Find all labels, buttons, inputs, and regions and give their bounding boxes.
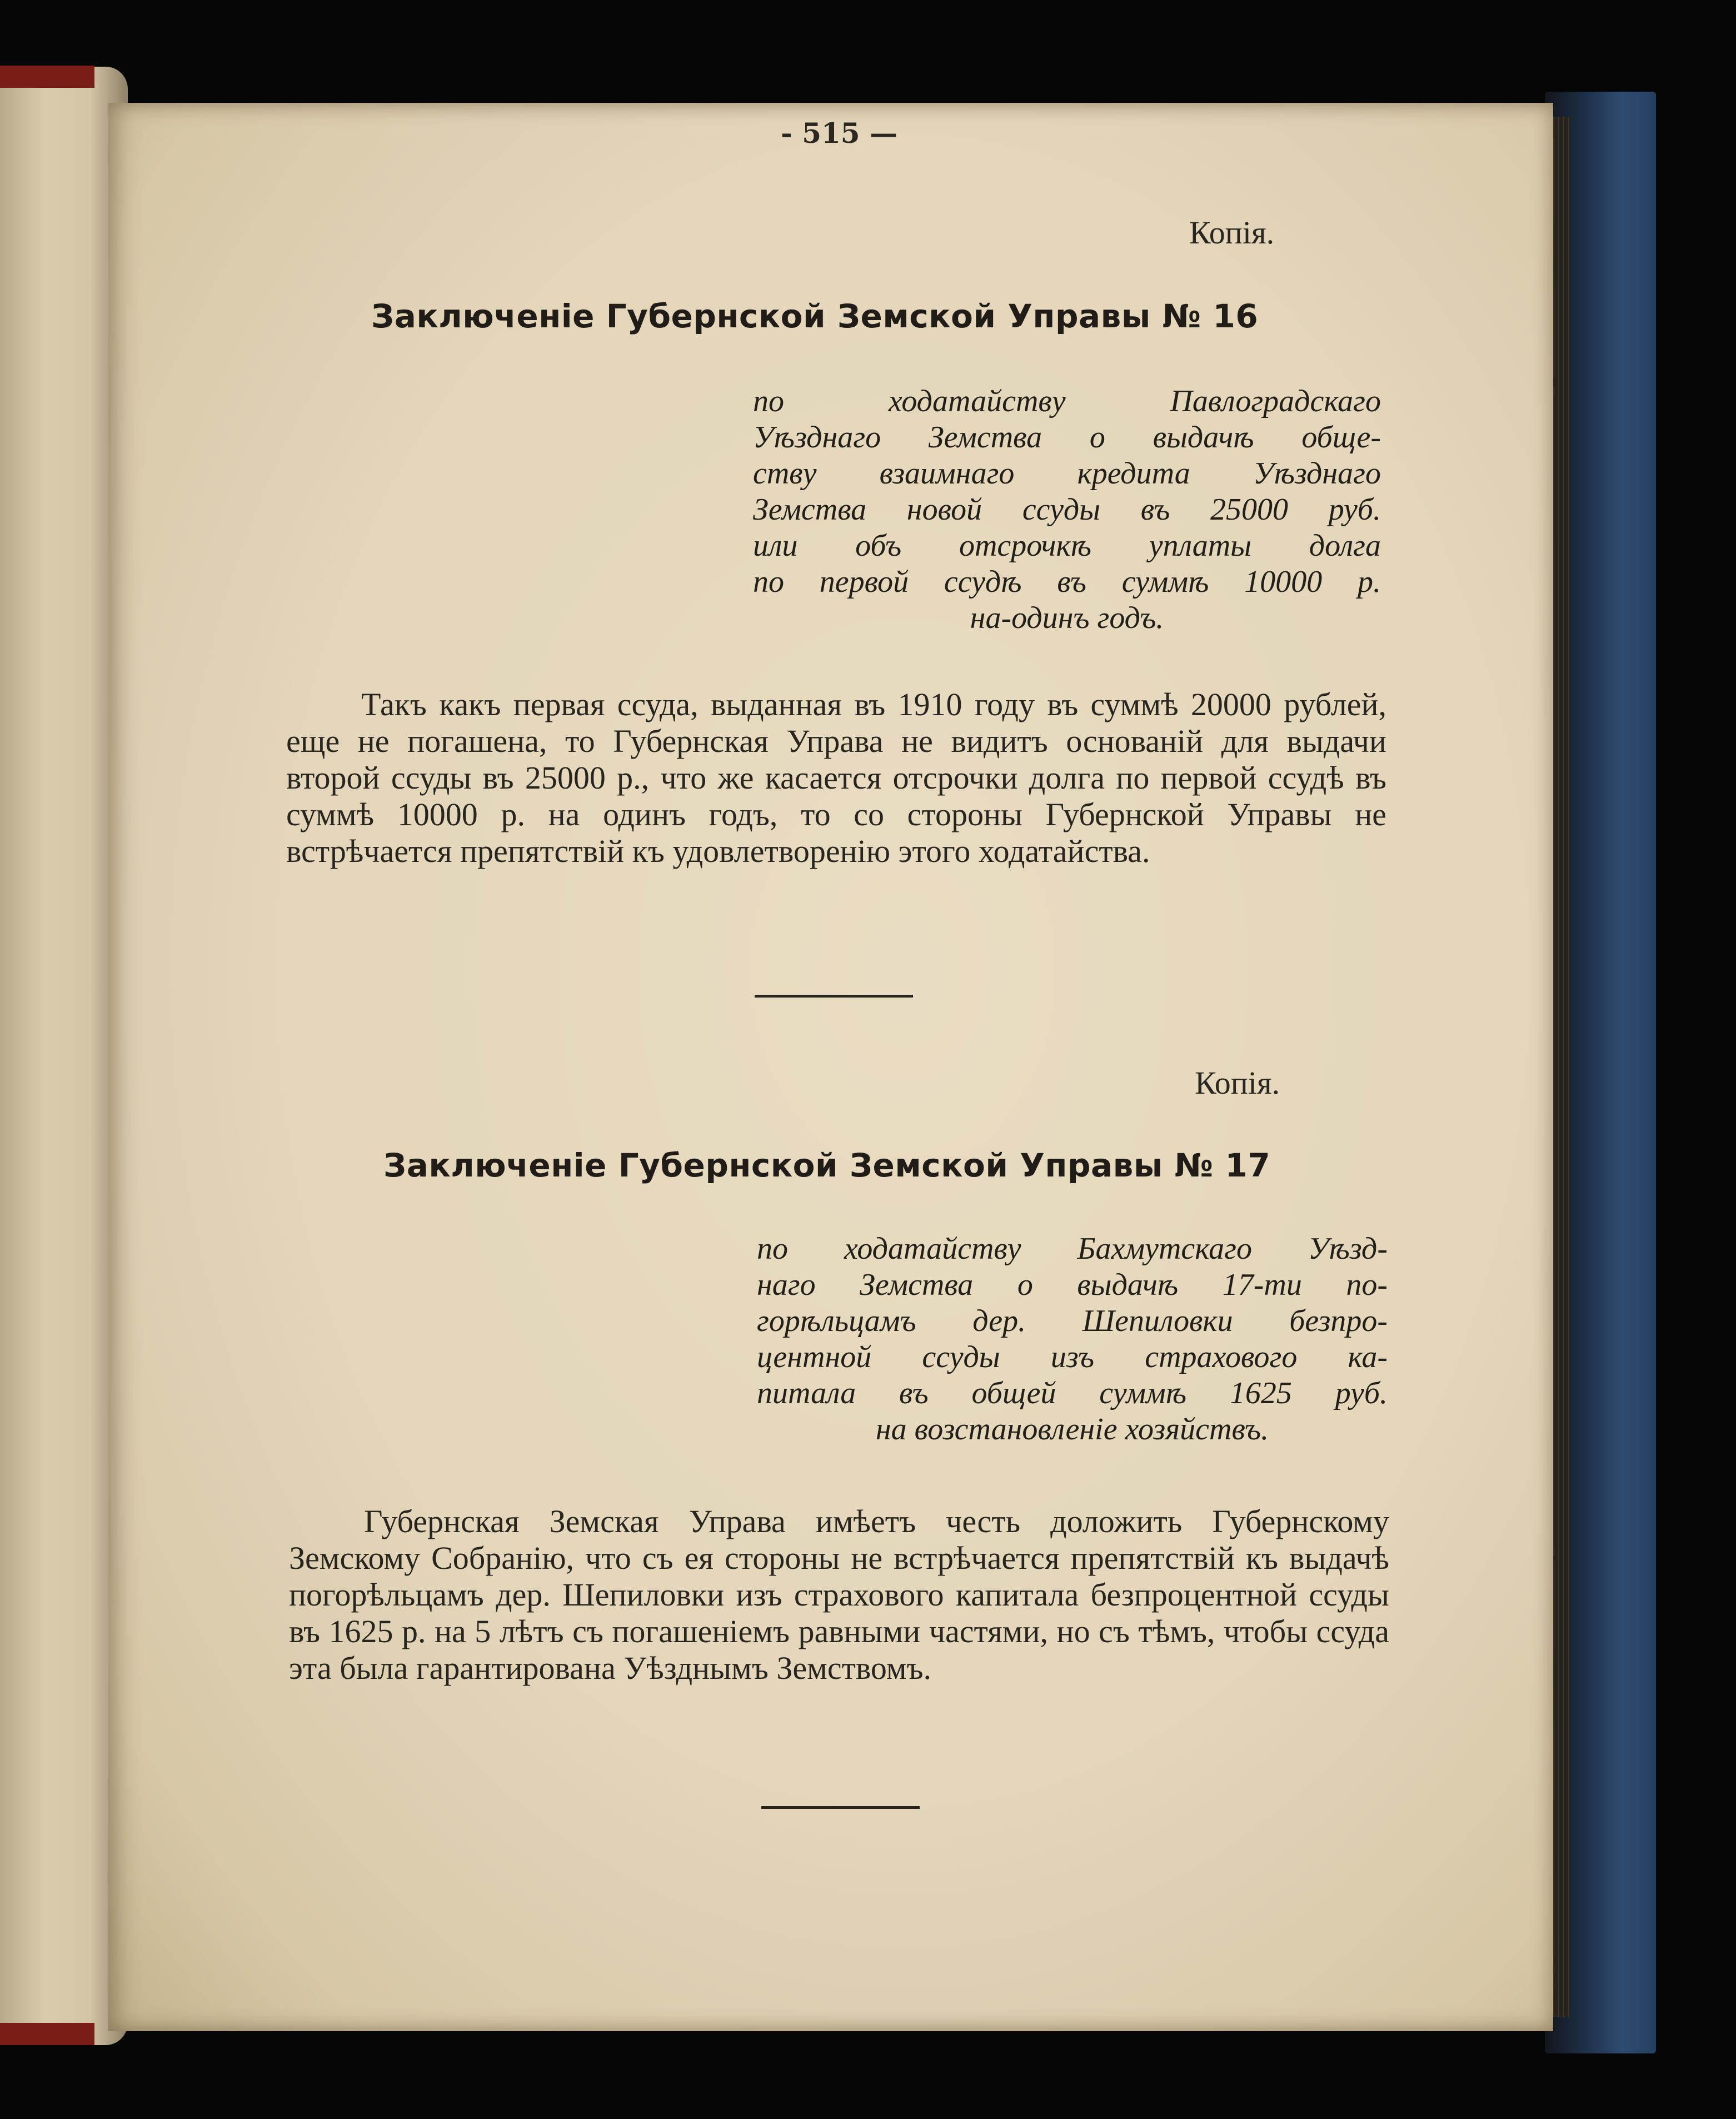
subject-line: горѣльцамъ дер. Шепиловки безпро- (757, 1304, 1388, 1338)
section-subject (753, 383, 1381, 636)
copy-label: Копія. (1189, 215, 1275, 251)
subject-line: питала въ общей суммѣ 1625 руб. (757, 1376, 1388, 1410)
section-subject (757, 1231, 1388, 1448)
copy-label: Копія. (1195, 1065, 1280, 1101)
section-body: Такъ какъ первая ссуда, выданная въ 1910 году въ суммѣ 20000 рублей, еще не погашена, то Губернская Управа не видитъ основаній для выдачи второй ссуды въ 25000 р., что же касается отсрочки долга по первой ссудѣ въ суммѣ 10000 р. на одинъ годъ, то со стороны Губернской Управы не встрѣчается препятствій къ удовлетворенію этого ходатайства. (286, 686, 1386, 869)
subject-line: ству взаимнаго кредита Уѣзднаго (753, 456, 1381, 491)
section-heading: Заключеніе Губернской Земской Управы № 17 (383, 1146, 1271, 1184)
subject-line: или объ отсрочкѣ уплаты долга (753, 528, 1381, 563)
section-divider (755, 995, 913, 998)
subject-line-last: на возстановленіе хозяйствъ. (875, 1412, 1269, 1447)
page-number: - 515 — (781, 117, 897, 149)
section-divider (761, 1806, 920, 1809)
subject-line: наго Земства о выдачѣ 17-ти по- (757, 1268, 1388, 1302)
subject-line: центной ссуды изъ страхового ка- (757, 1340, 1388, 1374)
subject-line: по первой ссудѣ въ суммѣ 10000 р. (753, 565, 1381, 599)
section-body: Губернская Земская Управа имѣетъ честь доложить Губернскому Земскому Собранію, что съ ея стороны не встрѣчается препятствій къ выдачѣ погорѣльцамъ дер. Шепиловки изъ страхового капитала безпроцентной ссуды въ 1625 р. на 5 лѣтъ съ погашеніемъ равными частями, но съ тѣмъ, чтобы ссуда эта была гарантирована Уѣзднымъ Земствомъ. (289, 1503, 1389, 1686)
page-edge-red-mark (0, 66, 94, 88)
page-edge-red-mark (0, 2023, 94, 2045)
subject-line-last: на-одинъ годъ. (970, 601, 1164, 635)
subject-line: по ходатайству Павлоградскаго (753, 384, 1381, 418)
section-heading: Заключеніе Губернской Земской Управы № 16 (371, 297, 1259, 335)
subject-line: по ходатайству Бахмутскаго Уѣзд- (757, 1231, 1388, 1266)
subject-line: Уѣзднаго Земства о выдачѣ обще- (753, 420, 1381, 455)
subject-line: Земства новой ссуды въ 25000 руб. (753, 492, 1381, 527)
